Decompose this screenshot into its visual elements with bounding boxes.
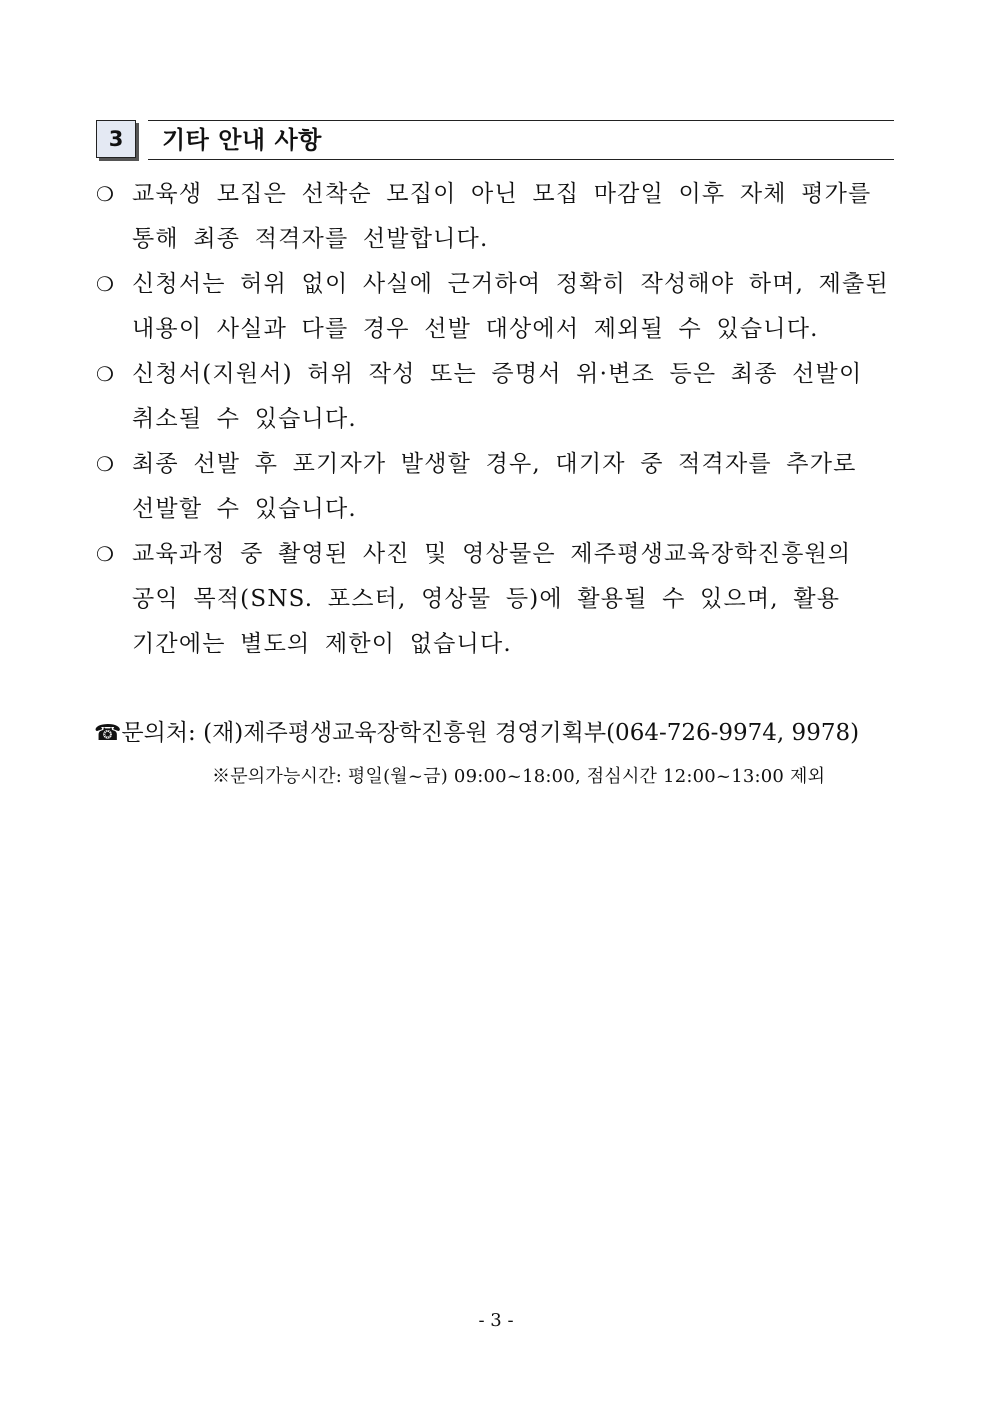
notice-line: 신청서는 허위 없이 사실에 근거하여 정확히 작성해야 하며, 제출된 xyxy=(132,271,889,297)
notice-line: 선발할 수 있습니다. xyxy=(132,496,357,522)
notice-item-5 xyxy=(96,532,896,667)
section-number-badge: 3 xyxy=(96,120,136,158)
notice-item-1 xyxy=(96,172,896,262)
section-header xyxy=(96,118,894,162)
notice-line: 신청서(지원서) 허위 작성 또는 증명서 위·변조 등은 최종 선발이 xyxy=(132,361,863,387)
notice-line: 기간에는 별도의 제한이 없습니다. xyxy=(132,631,512,657)
notice-line: 교육과정 중 촬영된 사진 및 영상물은 제주평생교육장학진흥원의 xyxy=(132,541,852,567)
page-number: - 3 - xyxy=(478,1310,514,1331)
notice-line: 공익 목적(SNS. 포스터, 영상물 등)에 활용될 수 있으며, 활용 xyxy=(132,586,841,612)
notice-list xyxy=(96,172,896,667)
notice-line: 내용이 사실과 다를 경우 선발 대상에서 제외될 수 있습니다. xyxy=(132,316,819,342)
section-title-bar xyxy=(148,120,894,160)
circle-bullet-icon: ❍ xyxy=(96,272,116,296)
circle-bullet-icon: ❍ xyxy=(96,542,116,566)
notice-item-2 xyxy=(96,262,896,352)
inquiry-hours: ※문의가능시간: 평일(월~금) 09:00~18:00, 점심시간 12:00~13:00 제외 xyxy=(212,766,826,787)
circle-bullet-icon: ❍ xyxy=(96,182,116,206)
notice-line: 통해 최종 적격자를 선발합니다. xyxy=(132,226,489,252)
notice-item-4 xyxy=(96,442,896,532)
section-title: 기타 안내 사항 xyxy=(162,126,322,154)
notice-line: 교육생 모집은 선착순 모집이 아닌 모집 마감일 이후 자체 평가를 xyxy=(132,181,872,207)
circle-bullet-icon: ❍ xyxy=(96,452,116,476)
notice-line: 취소될 수 있습니다. xyxy=(132,406,357,432)
contact-text: 문의처: (재)제주평생교육장학진흥원 경영기획부(064-726-9974, 9978) xyxy=(121,720,860,746)
contact-info xyxy=(94,713,859,754)
circle-bullet-icon: ❍ xyxy=(96,362,116,386)
notice-item-3 xyxy=(96,352,896,442)
notice-line: 최종 선발 후 포기자가 발생할 경우, 대기자 중 적격자를 추가로 xyxy=(132,451,857,477)
phone-icon: ☎ xyxy=(94,721,122,746)
